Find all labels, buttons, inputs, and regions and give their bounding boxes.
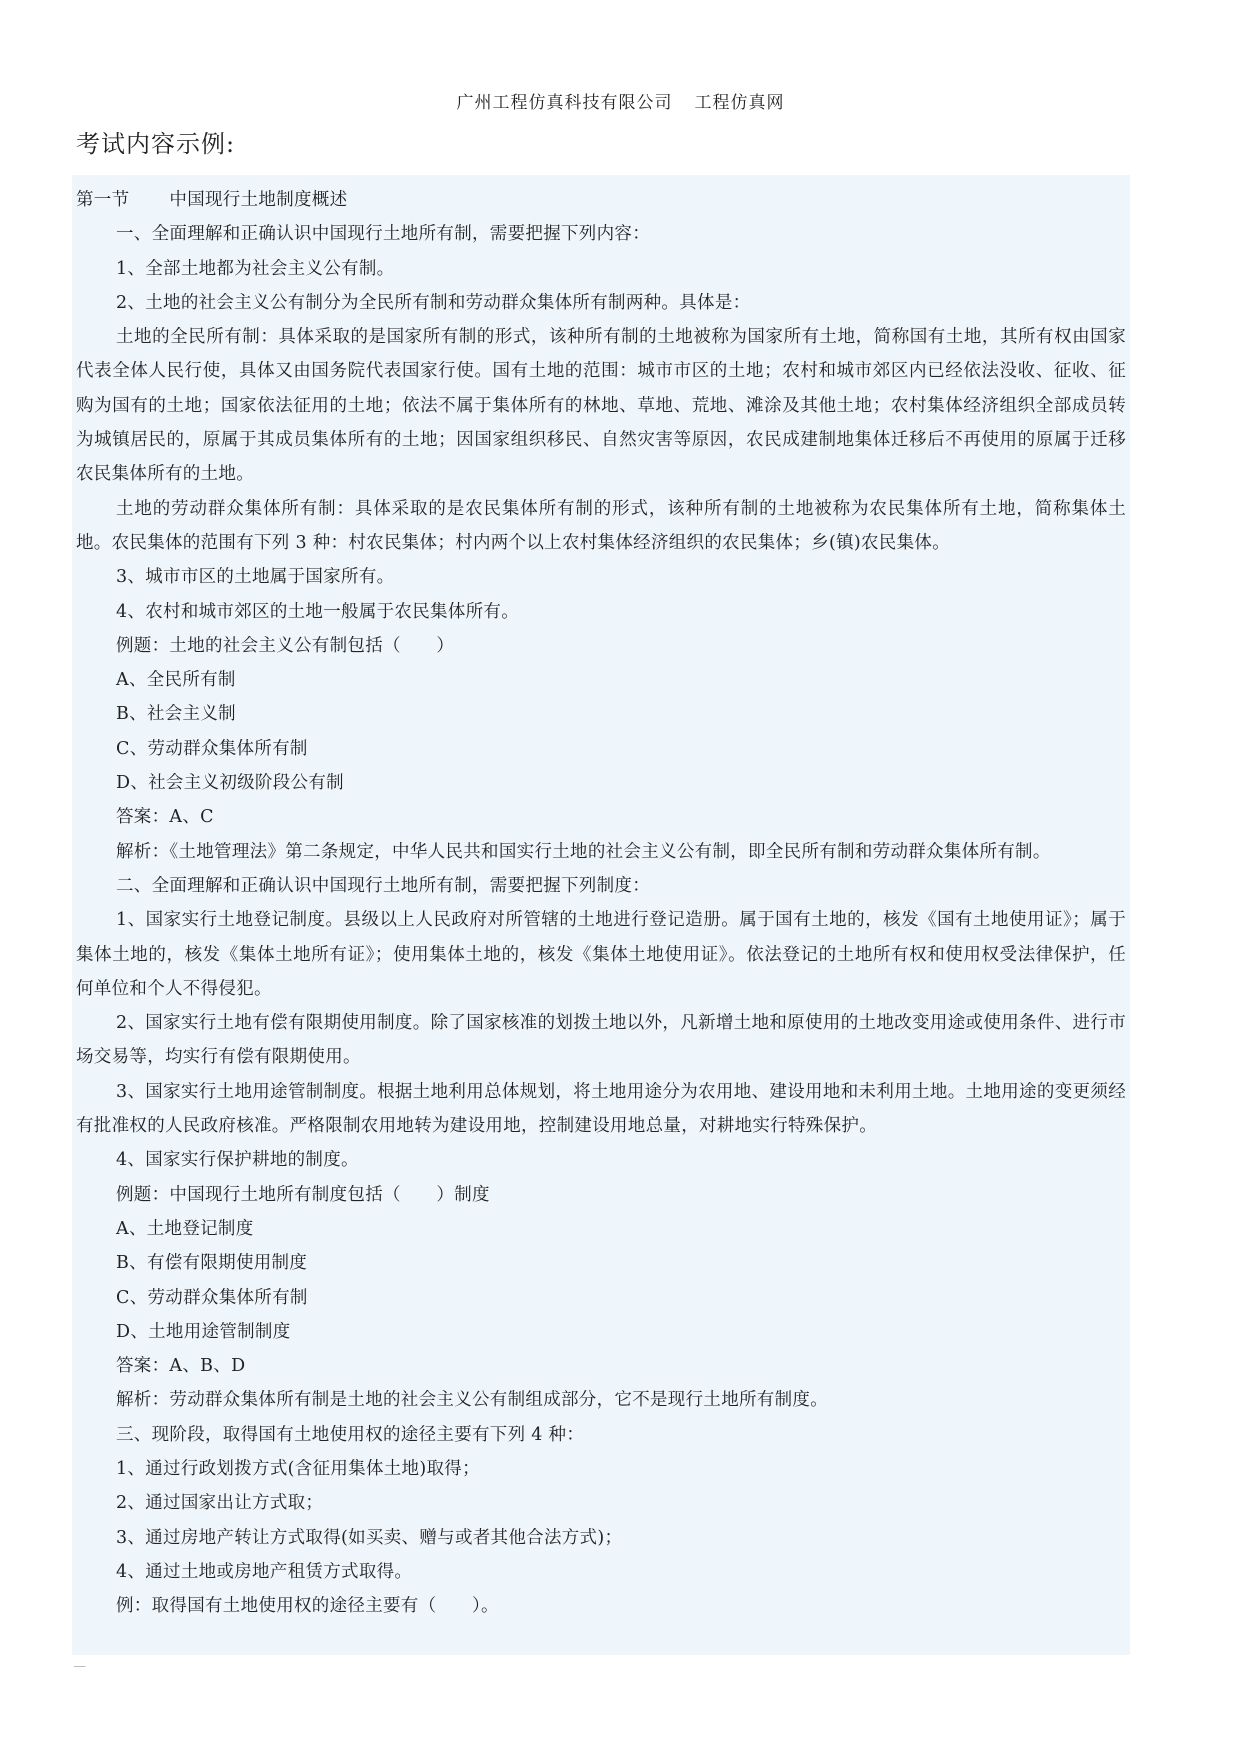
header-company: 广州工程仿真科技有限公司 (456, 93, 673, 113)
content-line: 3、通过房地产转让方式取得(如买卖、赠与或者其他合法方式)； (116, 1527, 623, 1548)
content-block (72, 175, 1130, 1655)
content-line: 三、现阶段，取得国有土地使用权的途径主要有下列 4 种： (116, 1424, 585, 1445)
content-line: 3、国家实行土地用途管制制度。根据土地利用总体规划，将土地用途分为农用地、建设用地和未利用土地。土地用途的变更须经有批准权的人民政府核准。严格限制农用地转为建设用地，控制建设用地总量，对耕地实行特殊保护。 (76, 1081, 1126, 1137)
footer-mark (74, 1660, 85, 1667)
content-line: 1、全部土地都为社会主义公有制。 (116, 258, 395, 279)
content-line: D、社会主义初级阶段公有制 (116, 773, 344, 794)
content-line: 2、国家实行土地有偿有限期使用制度。除了国家核准的划拨土地以外，凡新增土地和原使用的土地改变用途或使用条件、进行市场交易等，均实行有偿有限期使用。 (76, 1013, 1126, 1068)
content-line: 1、国家实行土地登记制度。县级以上人民政府对所管辖的土地进行登记造册。属于国有土地的，核发《国有土地使用证》；属于集体土地的，核发《集体土地所有证》；使用集体土地的，核发《集体土地使用证》。依法登记的土地所有权和使用权受法律保护，任何单位和个人不得侵犯。 (76, 910, 1126, 999)
content-line: 例题：中国现行土地所有制度包括（ ）制度 (116, 1184, 490, 1205)
content-line: 例题：土地的社会主义公有制包括（ ） (116, 635, 455, 656)
content-line: 土地的劳动群众集体所有制：具体采取的是农民集体所有制的形式，该种所有制的土地被称为农民集体所有土地，简称集体土地。农民集体的范围有下列 3 种：村农民集体；村内两个以上农村集体经济组织的农民集体；乡(镇)农民集体。 (76, 498, 1126, 553)
content-line: A、全民所有制 (116, 670, 236, 691)
content-line: 一、全面理解和正确认识中国现行土地所有制，需要把握下列内容： (116, 224, 650, 245)
content-line: 4、通过土地或房地产租赁方式取得。 (116, 1561, 413, 1582)
page-header (0, 88, 1241, 113)
section-heading (76, 183, 1126, 217)
content-line: C、劳动群众集体所有制 (116, 738, 308, 759)
content-line: 4、国家实行保护耕地的制度。 (116, 1150, 359, 1171)
content-line: 4、农村和城市郊区的土地一般属于农民集体所有。 (116, 601, 520, 622)
content-line: D、土地用途管制制度 (116, 1321, 291, 1342)
content-line: 答案：A、B、D (116, 1356, 246, 1377)
header-site: 工程仿真网 (694, 93, 785, 113)
content-line: 3、城市市区的土地属于国家所有。 (116, 567, 395, 588)
section-title: 中国现行土地制度概述 (169, 190, 348, 210)
content-line: 答案：A、C (116, 807, 214, 828)
content-line: 2、通过国家出让方式取； (116, 1493, 324, 1514)
content-line: 1、通过行政划拨方式(含征用集体土地)取得； (116, 1458, 480, 1479)
content-line: 例：取得国有土地使用权的途径主要有（ ）。 (116, 1596, 499, 1617)
document-title: 考试内容示例: (76, 130, 236, 158)
content-line: 土地的全民所有制：具体采取的是国家所有制的形式，该种所有制的土地被称为国家所有土地，简称国有土地，其所有权由国家代表全体人民行使，具体又由国务院代表国家行使。国有土地的范围：城市市区的土地；农村和城市郊区内已经依法没收、征收、征购为国有的土地；国家依法征用的土地；依法不属于集体所有的林地、草地、荒地、滩涂及其他土地；农村集体经济组织全部成员转为城镇居民的，原属于其成员集体所有的土地；因国家组织移民、自然灾害等原因，农民成建制地集体迁移后不再使用的原属于迁移农民集体所有的土地。 (76, 327, 1126, 485)
content-lines (76, 217, 1126, 1623)
content-line: C、劳动群众集体所有制 (116, 1287, 308, 1308)
section-number: 第一节 (76, 190, 130, 210)
content-line: B、社会主义制 (116, 704, 236, 725)
content-line: 解析：《土地管理法》第二条规定，中华人民共和国实行土地的社会主义公有制，即全民所有制和劳动群众集体所有制。 (116, 841, 1051, 862)
content-line: 2、土地的社会主义公有制分为全民所有制和劳动群众集体所有制两种。具体是： (116, 292, 751, 313)
content-line: 解析：劳动群众集体所有制是土地的社会主义公有制组成部分，它不是现行土地所有制度。 (116, 1390, 828, 1411)
content-line: 二、全面理解和正确认识中国现行土地所有制，需要把握下列制度： (116, 875, 650, 896)
content-line: A、土地登记制度 (116, 1218, 254, 1239)
content-line: B、有偿有限期使用制度 (116, 1253, 308, 1274)
